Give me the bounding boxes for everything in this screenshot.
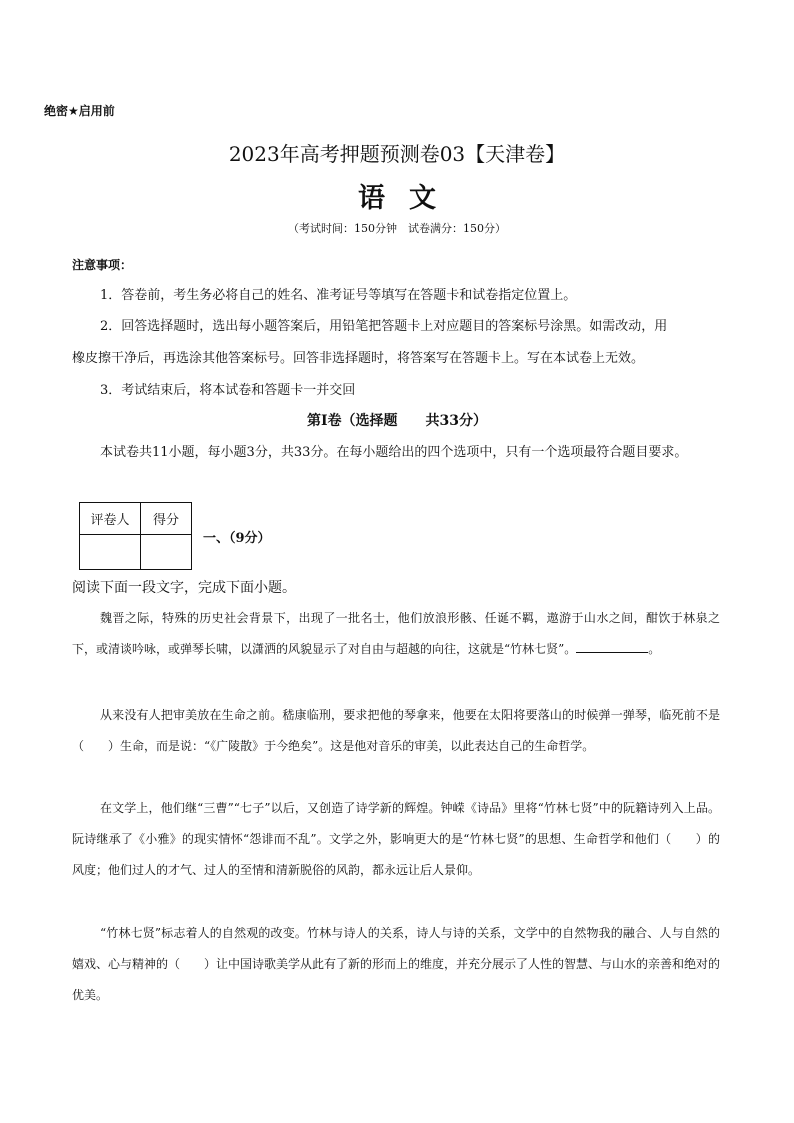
- grader-cell[interactable]: [80, 535, 141, 570]
- passage-paragraph-1-end: 。: [648, 642, 661, 656]
- passage-paragraph-1: [72, 603, 720, 665]
- score-header: 得分: [141, 503, 192, 535]
- notice-item-2: [72, 311, 722, 375]
- answer-blank[interactable]: [576, 640, 648, 653]
- confidential-label: 绝密★启用前: [44, 104, 115, 118]
- part1-intro: 本试卷共11小题，每小题3分，共33分。在每小题给出的四个选项中，只有一个选项最符合题目要求。: [100, 445, 688, 460]
- passage-paragraph-3: 在文学上，他们继“三曹”“七子”以后，又创造了诗学新的辉煌。钟嵘《诗品》里将“竹林七贤”中的阮籍诗列入上品。阮诗继承了《小雅》的现实情怀“怨诽而不乱”。文学之外，影响更大的是“竹林七贤”的思想、生命哲学和他们（ ）的风度；他们过人的才气、过人的至情和清新脱俗的风韵，都永远让后人景仰。: [72, 801, 720, 877]
- notice-item-3: 3．考试结束后，将本试卷和答题卡一并交回: [100, 383, 356, 398]
- exam-info: （考试时间：150分钟 试卷满分：150分）: [288, 222, 506, 235]
- subject-title: 语文: [358, 183, 460, 214]
- part1-title: 第Ⅰ卷（选择题 共33分）: [306, 413, 488, 429]
- passage-paragraph-4: “竹林七贤”标志着人的自然观的改变。竹林与诗人的关系，诗人与诗的关系，文学中的自然物我的融合、人与自然的嬉戏、心与精神的（ ）让中国诗歌美学从此有了新的形而上的维度，并充分展示了人性的智慧、与山水的亲善和绝对的优美。: [72, 926, 721, 1002]
- score-cell[interactable]: [141, 535, 192, 570]
- passage-paragraph-1-text: 魏晋之际，特殊的历史社会背景下，出现了一批名士，他们放浪形骸、任诞不羁，遨游于山水之间，酣饮于林泉之下，或清谈吟咏，或弹琴长啸，以潇洒的风貌显示了对自由与超越的向往，这就是“竹林七贤”。: [72, 611, 720, 656]
- notice-title: 注意事项：: [72, 258, 133, 272]
- grader-header: 评卷人: [80, 503, 141, 535]
- reading-instruction: 阅读下面一段文字，完成下面小题。: [72, 580, 296, 596]
- notice-item-2-line-2: 橡皮擦干净后，再选涂其他答案标号。回答非选择题时，将答案写在答题卡上。写在本试卷上无效。: [72, 351, 645, 366]
- passage-paragraph-2: 从来没有人把审美放在生命之前。嵇康临刑，要求把他的琴拿来，他要在太阳将要落山的时候弹一弹琴，临死前不是（ ）生命，而是说：“《广陵散》于今绝矣”。这是他对音乐的审美，以此表达自己的生命哲学。: [72, 708, 720, 753]
- notice-item-2-line-1: 2．回答选择题时，选出每小题答案后，用铅笔把答题卡上对应题目的答案标号涂黑。如需改动，用: [100, 319, 668, 334]
- exam-title: 2023年高考押题预测卷03【天津卷】: [228, 142, 566, 166]
- section-1-heading: 一、（9分）: [203, 531, 271, 546]
- score-table: [79, 502, 192, 570]
- notice-item-1: 1．答卷前，考生务必将自己的姓名、准考证号等填写在答题卡和试卷指定位置上。: [100, 288, 577, 303]
